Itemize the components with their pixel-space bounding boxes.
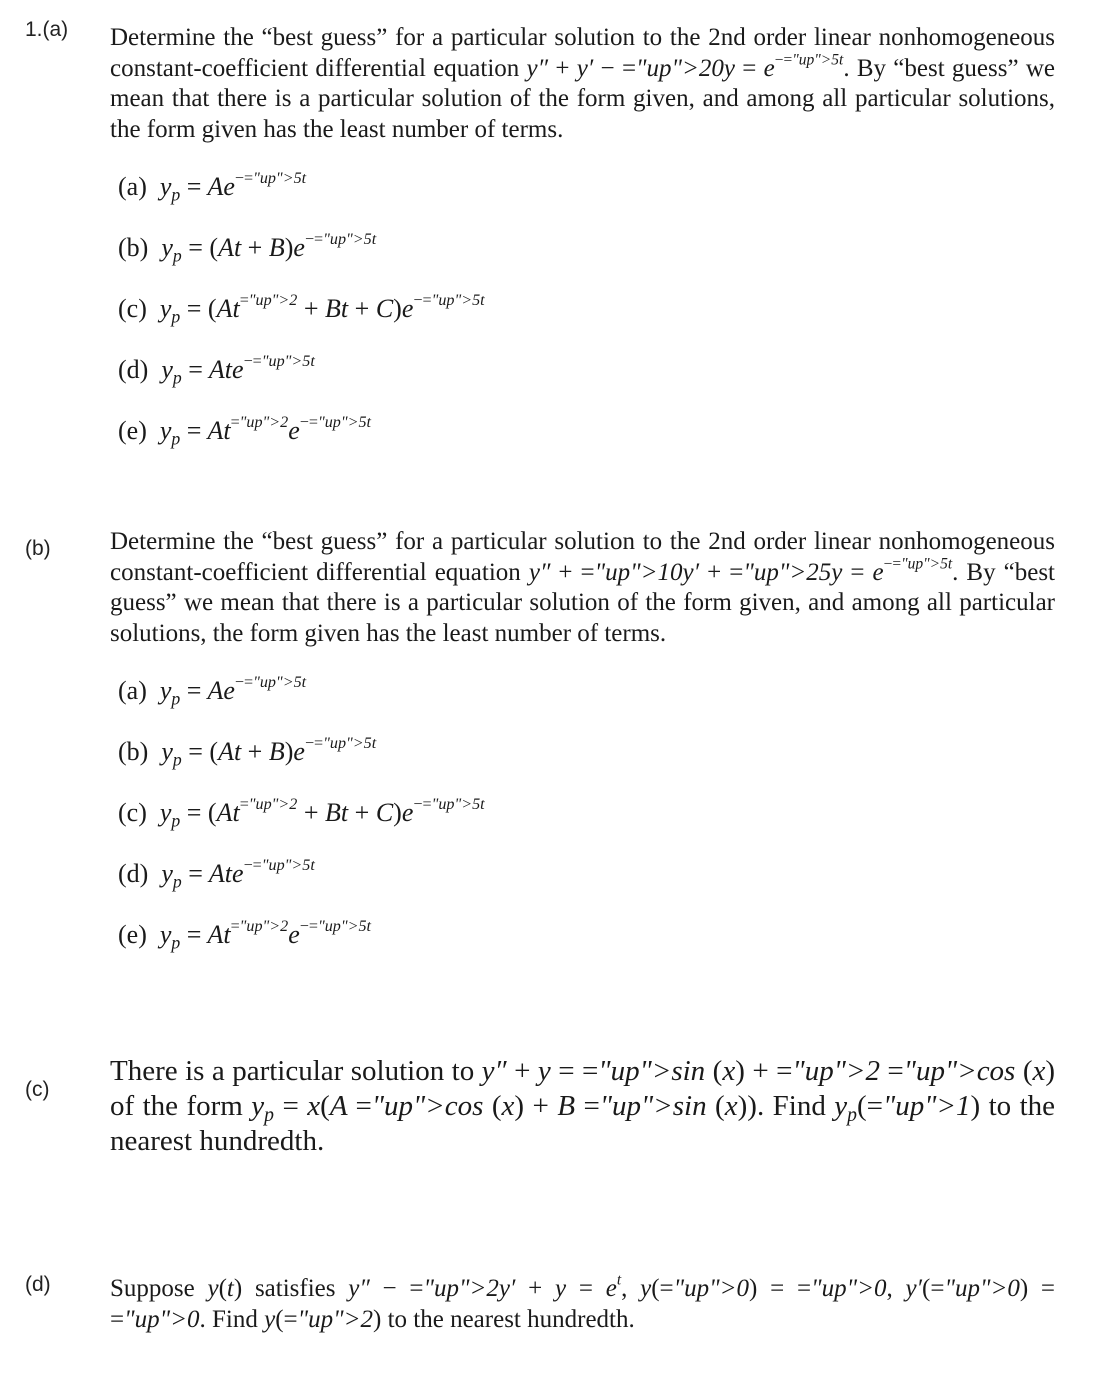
q2-choice-b: (b) $y_p = (At + B)e^{-="up">5t}$ [118, 734, 377, 770]
q1-choice-d: (d) $y_p = Ate^{-="up">5t}$ [118, 352, 315, 388]
q1-text-2: . By “best guess” we mean that there is a particular solution of the form given, and among all particular solutions, the form given has the least number of terms. [110, 54, 1055, 143]
q4-target: y(="up">2) [264, 1306, 382, 1333]
q4-func: y(t) [207, 1275, 243, 1302]
q2-choice-d: (d) $y_p = Ate^{-="up">5t}$ [118, 856, 315, 892]
q2-text-1: Determine the “best guess” for a particular solution to the 2nd order linear nonhomogeneous constant-coefficient differential equation [110, 528, 1055, 586]
question-d-text: Suppose y(t) satisfies y″ − ="up">2y′ + $y = e^t$, y(="up">0) = ="up">0, y′(="up">0) = ="up">0. Find y(="up">2) to the nearest hundredth. [110, 1271, 1056, 1333]
question-1a-text [110, 23, 1055, 145]
q3-form: $y_p = x(A$ ="up">cos (x) + B ="up">sin (x)) [251, 1090, 757, 1126]
q1-choice-e: (e) $y_p = At^{="up">2}e^{-="up">5t}$ [118, 413, 372, 449]
q1-text-1: Determine the “best guess” for a particular solution to the 2nd order linear nonhomogeneous constant-coefficient differential equation [110, 24, 1055, 82]
question-d-label: (d) [25, 1273, 51, 1296]
question-b-text [110, 527, 1055, 649]
q3-target: $y_p(="up">1)$ [834, 1090, 981, 1126]
q3-equation: y″ + y = ="up">sin (x) + ="up">2 ="up">cos (x) [481, 1055, 1056, 1087]
q2-choice-c: (c) $y_p = (At^{="up">2} + Bt + C)e^{-="up">5t}$ [118, 795, 485, 831]
q2-text-2: . By “best guess” we mean that there is a particular solution of the form given, and among all particular solutions, the form given has the least number of terms. [110, 558, 1056, 647]
question-c-label: (c) [25, 1078, 50, 1101]
q1-choice-a: (a) $y_p = Ae^{-="up">5t}$ [118, 169, 307, 205]
q2-choice-e: (e) $y_p = At^{="up">2}e^{-="up">5t}$ [118, 917, 372, 953]
q2-choice-a: (a) $y_p = Ae^{-="up">5t}$ [118, 673, 307, 709]
q4-equation: y″ − ="up">2y′ + $y = e^t$, y(="up">0) = ="up">0, y′(="up">0) = ="up">0 [110, 1271, 1056, 1333]
question-c-text: There is a particular solution to y″ + y = ="up">sin (x) + ="up">2 ="up">cos (x) of the form $y_p = x(A$ ="up">cos (x) + B ="up">sin (x)). Find $y_p(="up">1)$ to the nearest hundredth. [110, 1055, 1056, 1157]
q1-choice-c: (c) $y_p = (At^{="up">2} + Bt + C)e^{-="up">5t}$ [118, 291, 485, 327]
q1-equation: y″ + y′ − ="up">20y = $e^{-="up">5t}$ [526, 50, 844, 82]
q2-equation: y″ + ="up">10y′ + ="up">25y = $e^{-="up">5t}$ [528, 554, 953, 586]
question-b-label: (b) [25, 537, 51, 560]
q1-choice-b: (b) $y_p = (At + B)e^{-="up">5t}$ [118, 230, 377, 266]
question-1a-label: 1.(a) [25, 18, 69, 41]
